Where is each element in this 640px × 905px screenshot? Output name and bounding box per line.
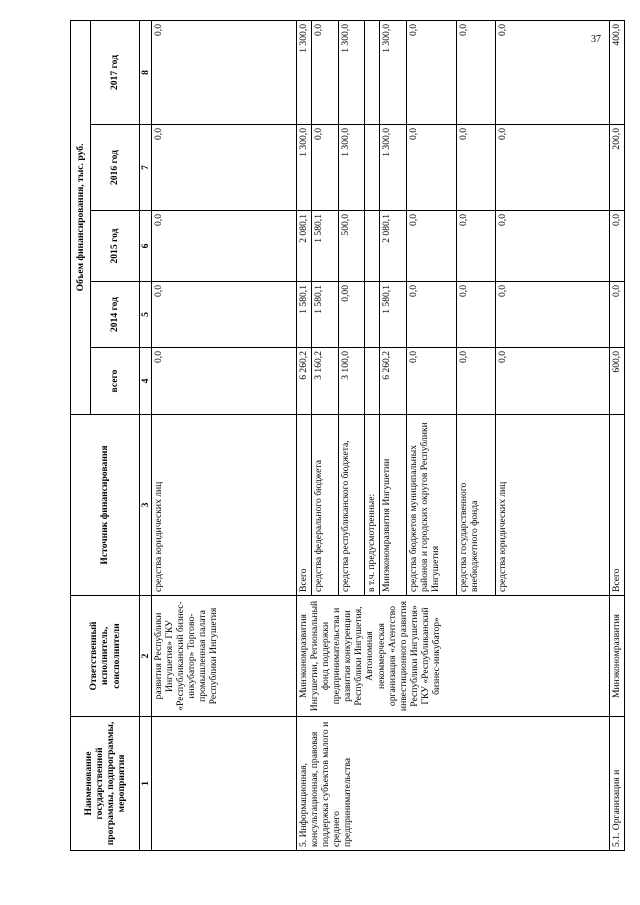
value-2015: 2 080,1 xyxy=(297,211,312,282)
program-name-cell: 5.1. Организация и xyxy=(610,717,625,851)
value-total: 3 100,0 xyxy=(338,348,365,415)
value-2015: 1 580,1 xyxy=(312,211,339,282)
header-funding-volume: Объем финансирования, тыс. руб. xyxy=(71,20,91,414)
value-2014: 1 580,1 xyxy=(297,282,312,348)
funding-source-cell: в т.ч. предусмотренные: xyxy=(365,415,380,596)
program-name-cell: 5. Информационная, консультационная, правовая поддержка субъектов малого и среднего предпринимательства xyxy=(297,717,610,851)
funding-source-cell: Минэкономразвития Ингушетии xyxy=(380,415,407,596)
executor-cell: Минэкономразвития xyxy=(610,596,625,717)
value-2014: 0,0 xyxy=(610,282,625,348)
funding-source-cell: средства федерального бюджета xyxy=(312,415,339,596)
value-total: 0,0 xyxy=(152,348,297,415)
value-2014 xyxy=(365,282,380,348)
column-number: 1 xyxy=(140,717,152,851)
funding-source-cell: средства юридических лиц xyxy=(495,415,610,596)
header-program-name: Наименование государственной программы, подпрограммы, мероприятия xyxy=(71,717,140,851)
value-total: 0,0 xyxy=(495,348,610,415)
header-funding-source: Источник финансирования xyxy=(71,415,140,596)
table-row xyxy=(297,20,312,850)
value-2014: 0,0 xyxy=(457,282,495,348)
page-number: 37 xyxy=(591,34,601,45)
header-2014: 2014 год xyxy=(91,282,140,348)
column-number: 7 xyxy=(140,125,152,211)
value-2015: 500,0 xyxy=(338,211,365,282)
value-total xyxy=(365,348,380,415)
value-2017: 0,0 xyxy=(406,20,457,124)
column-number: 3 xyxy=(140,415,152,596)
funding-source-cell: Всего xyxy=(297,415,312,596)
funding-source-cell: средства республиканского бюджета, xyxy=(338,415,365,596)
value-2016: 1 300,0 xyxy=(380,125,407,211)
funding-source-cell: Всего xyxy=(610,415,625,596)
column-numbers-row xyxy=(140,20,152,850)
value-2015: 0,0 xyxy=(610,211,625,282)
column-number: 5 xyxy=(140,282,152,348)
value-2014: 0,00 xyxy=(338,282,365,348)
value-2014: 1 580,1 xyxy=(380,282,407,348)
program-name-cell xyxy=(152,717,297,851)
value-2014: 1 580,1 xyxy=(312,282,339,348)
value-2016: 0,0 xyxy=(152,125,297,211)
value-2014: 0,0 xyxy=(152,282,297,348)
rotated-table-wrapper xyxy=(70,21,625,851)
executor-cell: развития Республики Ингушетия» ГКУ «Республиканский бизнес-инкубатор» Торгово-промышленная палата Республики Ингушетия xyxy=(152,596,297,717)
value-2015: 0,0 xyxy=(406,211,457,282)
value-2017: 0,0 xyxy=(495,20,610,124)
value-2017: 1 300,0 xyxy=(297,20,312,124)
value-total: 6 260,2 xyxy=(297,348,312,415)
value-2017: 400,0 xyxy=(610,20,625,124)
value-2014: 0,0 xyxy=(406,282,457,348)
header-2016: 2016 год xyxy=(91,125,140,211)
value-total: 6 260,2 xyxy=(380,348,407,415)
table-row xyxy=(610,20,625,850)
header-total: всего xyxy=(91,348,140,415)
value-2017 xyxy=(365,20,380,124)
table-row xyxy=(152,20,297,850)
header-2015: 2015 год xyxy=(91,211,140,282)
value-total: 0,0 xyxy=(406,348,457,415)
value-2017: 1 300,0 xyxy=(380,20,407,124)
value-total: 3 160,2 xyxy=(312,348,339,415)
value-2015: 0,0 xyxy=(495,211,610,282)
column-number: 8 xyxy=(140,20,152,124)
value-2016: 1 300,0 xyxy=(338,125,365,211)
value-2017: 0,0 xyxy=(152,20,297,124)
executor-cell: Минэкономразвития Ингушетии, Региональный фонд поддержки предпринимательства и развития конкуренции Республики Ингушетия, Автономная некоммерческая организация «Агентство инвестиционного развития Республики Ингушетия» ГКУ «Республиканский бизнес-инкубатор» xyxy=(297,596,610,717)
value-2016: 0,0 xyxy=(495,125,610,211)
value-2015 xyxy=(365,211,380,282)
value-2016: 1 300,0 xyxy=(297,125,312,211)
funding-source-cell: средства государственного внебюджетного фонда xyxy=(457,415,495,596)
value-2015: 0,0 xyxy=(152,211,297,282)
value-2017: 1 300,0 xyxy=(338,20,365,124)
value-2016: 0,0 xyxy=(312,125,339,211)
value-total: 600,0 xyxy=(610,348,625,415)
header-2017: 2017 год xyxy=(91,20,140,124)
value-2016: 0,0 xyxy=(406,125,457,211)
value-2015: 2 080,1 xyxy=(380,211,407,282)
value-2014: 0,0 xyxy=(495,282,610,348)
financing-table xyxy=(70,20,625,851)
value-2016: 0,0 xyxy=(457,125,495,211)
funding-source-cell: средства бюджетов муниципальных районов и городских округов Республики Ингушетия xyxy=(406,415,457,596)
value-total: 0,0 xyxy=(457,348,495,415)
value-2015: 0,0 xyxy=(457,211,495,282)
funding-source-cell: средства юридических лиц xyxy=(152,415,297,596)
value-2016 xyxy=(365,125,380,211)
column-number: 2 xyxy=(140,596,152,717)
column-number: 6 xyxy=(140,211,152,282)
header-executor: Ответственный исполнитель, соисполнители xyxy=(71,596,140,717)
value-2017: 0,0 xyxy=(312,20,339,124)
value-2017: 0,0 xyxy=(457,20,495,124)
value-2016: 200,0 xyxy=(610,125,625,211)
column-number: 4 xyxy=(140,348,152,415)
